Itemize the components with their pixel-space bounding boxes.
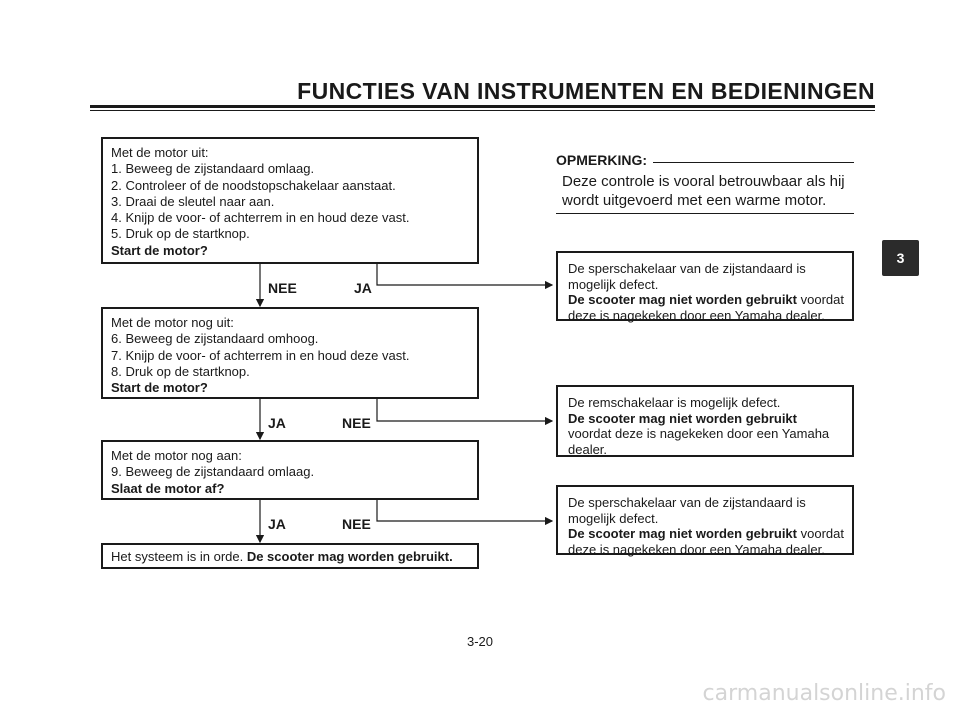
result3-bold: De scooter mag niet worden gebruikt (568, 526, 797, 541)
box4-bold: De scooter mag worden gebruikt. (246, 549, 453, 564)
page-number: 3-20 (466, 634, 494, 649)
result3-line1: De sperschakelaar van de zijstandaard is (568, 495, 806, 510)
branch1-right-label: JA (354, 280, 372, 296)
result-box-sidestand-2 (556, 485, 854, 555)
result1-rest: voordat (797, 292, 844, 307)
box1-line: 5. Druk op de startknop. (111, 226, 250, 242)
box2-line: Met de motor nog uit: (111, 315, 234, 330)
box3-question: Slaat de motor af? (111, 480, 225, 496)
branch2-right-label: NEE (342, 415, 371, 431)
box1-question: Start de motor? (111, 242, 208, 258)
box1-line: 2. Controleer of de noodstopschakelaar aanstaat. (111, 177, 396, 193)
branch2-down-label: JA (268, 415, 286, 431)
box2-line: 6. Beweeg de zijstandaard omhoog. (111, 331, 319, 347)
note-rule-bottom (556, 213, 854, 214)
result1-line1: De sperschakelaar van de zijstandaard is (568, 261, 806, 276)
box4-text: Het systeem is in orde. (111, 549, 247, 564)
branch1-down-label: NEE (268, 280, 297, 296)
result1-bold: De scooter mag niet worden gebruikt (568, 292, 797, 307)
watermark: carmanualsonline.info (702, 681, 946, 706)
result1-line4: deze is nagekeken door een Yamaha dealer. (568, 307, 825, 323)
box3-line: 9. Beweeg de zijstandaard omlaag. (111, 464, 315, 480)
box1-line: 4. Knijp de voor- of achterrem in en houd deze vast. (111, 210, 410, 226)
flow-box-step3 (101, 440, 479, 500)
flow-box-ok (101, 543, 479, 569)
flow-box-step1 (101, 137, 479, 264)
result3-rest: voordat (797, 526, 844, 541)
box2-line: 8. Druk op de startknop. (111, 363, 250, 379)
box3-line: Met de motor nog aan: (111, 448, 242, 463)
result3-line2: mogelijk defect. (568, 510, 659, 526)
branch3-right-label: NEE (342, 516, 371, 532)
result2-bold: De scooter mag niet worden gebruikt (568, 410, 797, 426)
note-heading: OPMERKING: (556, 152, 647, 168)
result1-line2: mogelijk defect. (568, 276, 659, 292)
arrow-right-1 (377, 264, 552, 285)
result3-line4: deze is nagekeken door een Yamaha dealer. (568, 541, 825, 557)
result2-line4: dealer. (568, 441, 608, 457)
result2-line1: De remschakelaar is mogelijk defect. (568, 395, 781, 410)
note-body: Deze controle is vooral betrouwbaar als hij wordt uitgevoerd met een warme motor. (562, 173, 845, 209)
box1-line: 1. Beweeg de zijstandaard omlaag. (111, 161, 315, 177)
flow-box-step2 (101, 307, 479, 399)
box1-line: 3. Draai de sleutel naar aan. (111, 193, 275, 209)
box1-line: Met de motor uit: (111, 145, 209, 160)
box2-line: 7. Knijp de voor- of achterrem in en houd deze vast. (111, 347, 410, 363)
note-rule-top (653, 162, 854, 163)
arrow-right-3 (377, 500, 552, 521)
result2-line3: voordat deze is nagekeken door een Yamaha (568, 426, 830, 441)
result-box-brake (556, 385, 854, 457)
page-title: FUNCTIES VAN INSTRUMENTEN EN BEDIENINGEN (297, 78, 875, 104)
arrow-right-2 (377, 399, 552, 421)
chapter-tab: 3 (882, 240, 919, 276)
box2-question: Start de motor? (111, 380, 208, 396)
result-box-sidestand-1 (556, 251, 854, 321)
branch3-down-label: JA (268, 516, 286, 532)
